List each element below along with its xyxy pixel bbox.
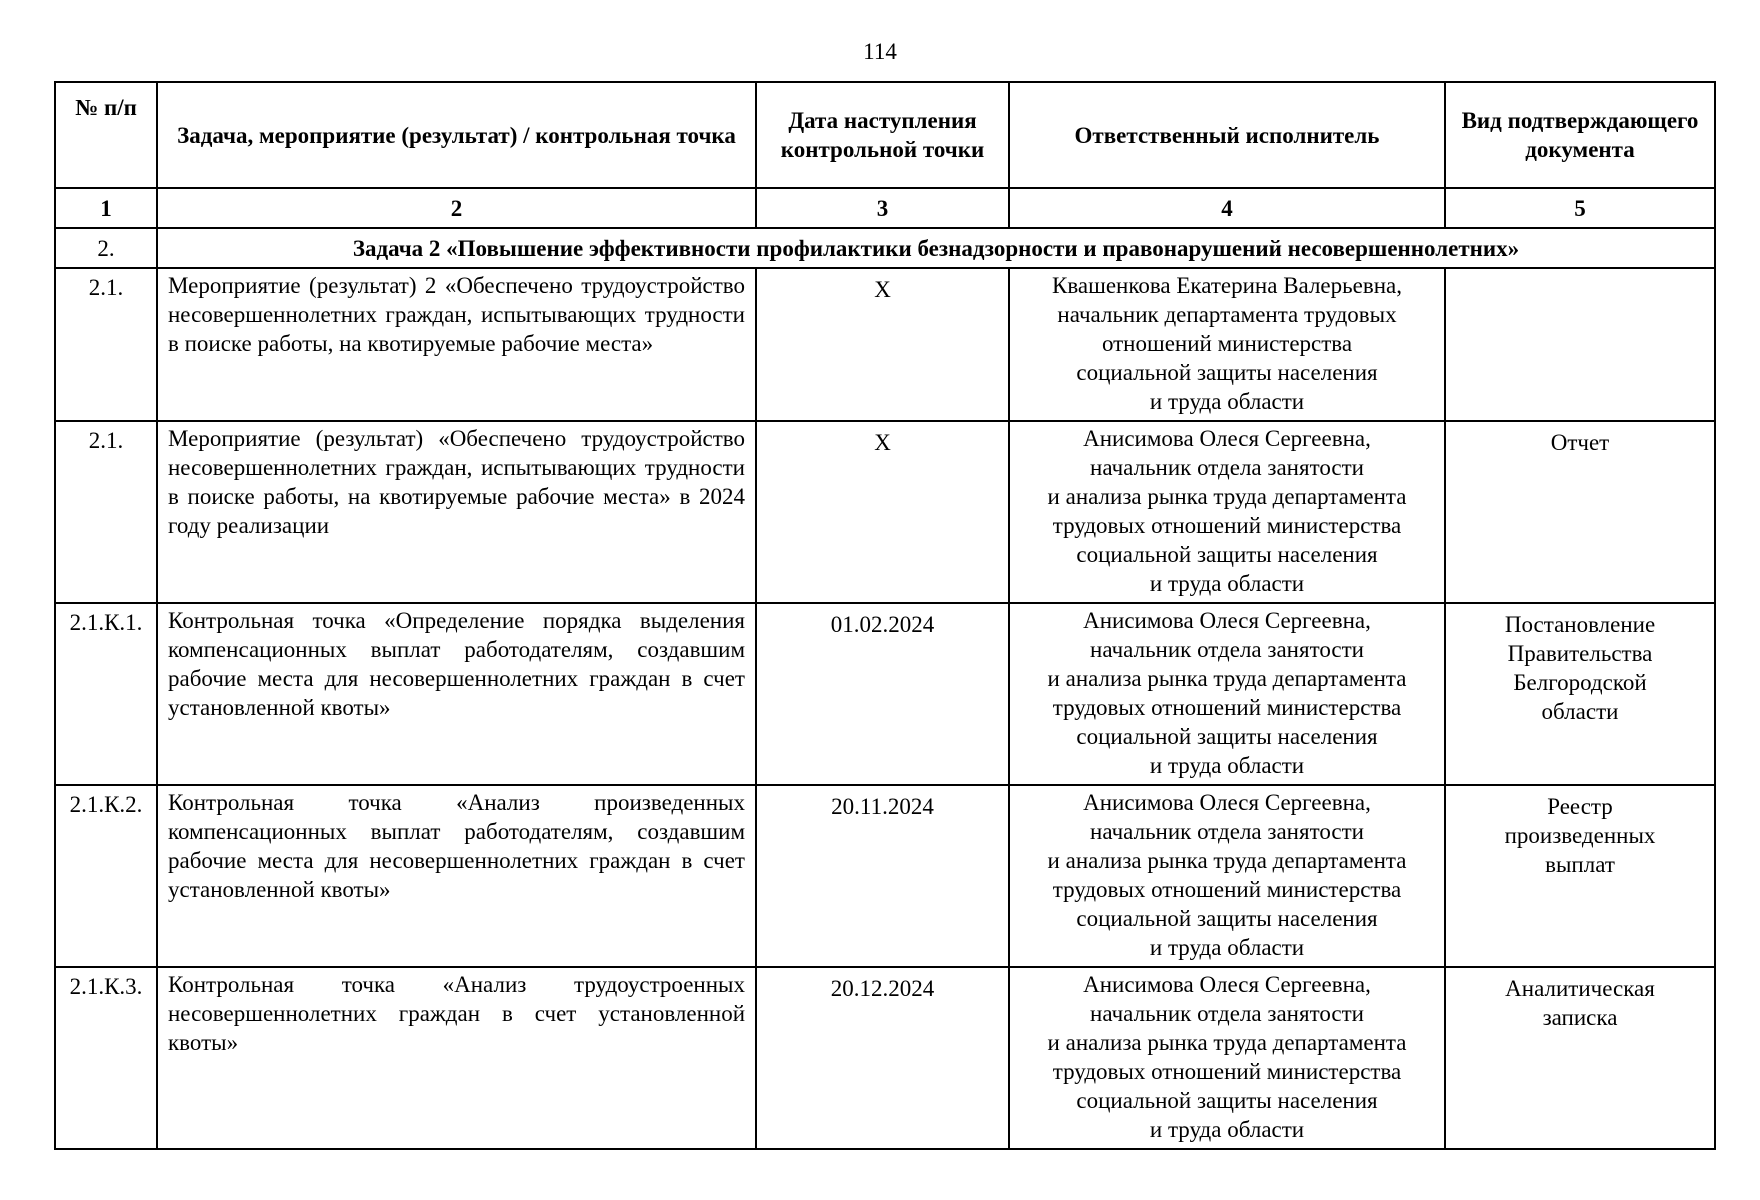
- section-row: [55, 228, 1715, 268]
- header-row: [55, 82, 1715, 188]
- row-number: 2.1.: [55, 421, 157, 603]
- row-date: 20.11.2024: [756, 785, 1009, 967]
- row-task: Контрольная точка «Определение порядка выделения компенсационных выплат работодателям, создавшим рабочие места для несовершеннолетних граждан в счет установленной квоты»: [157, 603, 756, 785]
- row-document: Аналитическая записка: [1445, 967, 1715, 1149]
- column-number: 1: [55, 188, 157, 228]
- column-number: 3: [756, 188, 1009, 228]
- table-row: [55, 603, 1715, 785]
- row-date: Х: [756, 268, 1009, 421]
- row-date: 01.02.2024: [756, 603, 1009, 785]
- row-document: Постановление Правительства Белгородской области: [1445, 603, 1715, 785]
- page-number: 114: [863, 39, 897, 64]
- header-task: Задача, мероприятие (результат) / контрольная точка: [157, 82, 756, 188]
- table-row: [55, 421, 1715, 603]
- table-row: [55, 268, 1715, 421]
- row-document: Отчет: [1445, 421, 1715, 603]
- header-number: № п/п: [55, 82, 157, 188]
- column-number: 2: [157, 188, 756, 228]
- header-date: Дата наступления контрольной точки: [756, 82, 1009, 188]
- header-responsible: Ответственный исполнитель: [1009, 82, 1445, 188]
- row-date: Х: [756, 421, 1009, 603]
- column-numbers-row: [55, 188, 1715, 228]
- row-number: 2.1.: [55, 268, 157, 421]
- row-responsible: Анисимова Олеся Сергеевна, начальник отдела занятости и анализа рынка труда департамента трудовых отношений министерства социальной защиты населения и труда области: [1009, 603, 1445, 785]
- row-responsible: Анисимова Олеся Сергеевна, начальник отдела занятости и анализа рынка труда департамента трудовых отношений министерства социальной защиты населения и труда области: [1009, 967, 1445, 1149]
- table-row: [55, 785, 1715, 967]
- column-number: 4: [1009, 188, 1445, 228]
- row-responsible: Квашенкова Екатерина Валерьевна, начальник департамента трудовых отношений министерства социальной защиты населения и труда области: [1009, 268, 1445, 421]
- row-responsible: Анисимова Олеся Сергеевна, начальник отдела занятости и анализа рынка труда департамента трудовых отношений министерства социальной защиты населения и труда области: [1009, 421, 1445, 603]
- row-document: [1445, 268, 1715, 421]
- plan-table: [54, 81, 1716, 1150]
- row-responsible: Анисимова Олеся Сергеевна, начальник отдела занятости и анализа рынка труда департамента трудовых отношений министерства социальной защиты населения и труда области: [1009, 785, 1445, 967]
- row-number: 2.1.К.3.: [55, 967, 157, 1149]
- row-number: 2.1.К.1.: [55, 603, 157, 785]
- row-task: Контрольная точка «Анализ трудоустроенных несовершеннолетних граждан в счет установленной квоты»: [157, 967, 756, 1149]
- row-task: Мероприятие (результат) «Обеспечено трудоустройство несовершеннолетних граждан, испытывающих трудности в поиске работы, на квотируемые рабочие места» в 2024 году реализации: [157, 421, 756, 603]
- row-task: Контрольная точка «Анализ произведенных компенсационных выплат работодателям, создавшим рабочие места для несовершеннолетних граждан в счет установленной квоты»: [157, 785, 756, 967]
- table-row: [55, 967, 1715, 1149]
- row-date: 20.12.2024: [756, 967, 1009, 1149]
- header-document: Вид подтверждающего документа: [1445, 82, 1715, 188]
- section-title: Задача 2 «Повышение эффективности профилактики безнадзорности и правонарушений несовершеннолетних»: [157, 228, 1715, 268]
- row-number: 2.1.К.2.: [55, 785, 157, 967]
- row-document: Реестр произведенных выплат: [1445, 785, 1715, 967]
- section-number: 2.: [55, 228, 157, 268]
- column-number: 5: [1445, 188, 1715, 228]
- row-task: Мероприятие (результат) 2 «Обеспечено трудоустройство несовершеннолетних граждан, испытывающих трудности в поиске работы, на квотируемые рабочие места»: [157, 268, 756, 421]
